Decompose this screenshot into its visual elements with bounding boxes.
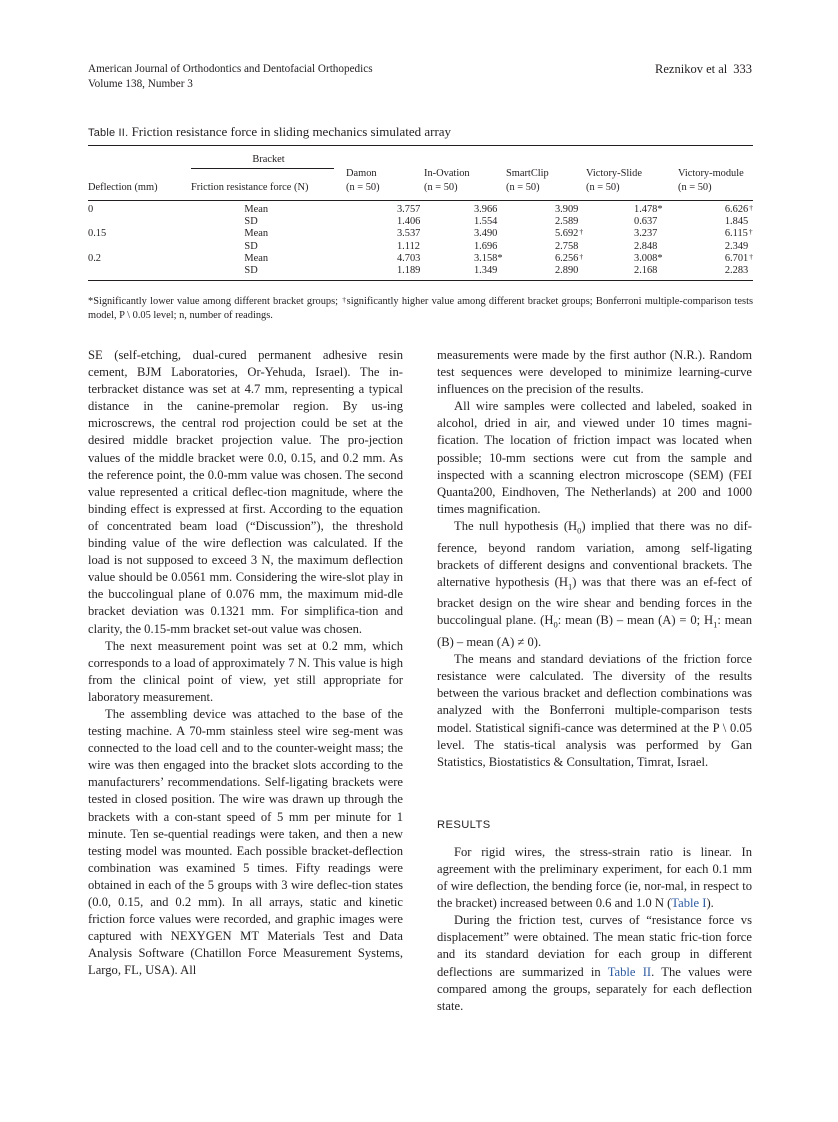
cell-value: 2.848 [634, 240, 658, 252]
cell-value: 1.554 [473, 216, 498, 228]
stat-cell: Mean [244, 204, 269, 215]
value-cell [474, 265, 555, 277]
deflection-cell: 0.2 [88, 252, 101, 264]
text-run: ). [706, 896, 714, 911]
paragraph: The means and standard deviations of the friction force resistance were calculated. The diversity of the results between the various bracket and deflection combinations was analyzed with the Bonferroni multiple-comparison tests model. Statistical signifi-cance was determined at the P \ 0.05 level. The statis-tical analysis was performed by Gan Statistics, Biostatistics & Consultation, Timrat, Israel. [437, 652, 752, 769]
subscript: 1 [713, 619, 718, 630]
text-run: During the friction test, curves of “resistance force vs displacement” were obtained. The mean static fric-tion force and its standard deviation for each group in different deflections are summarized in [437, 913, 752, 979]
cell-value: 6.626 [724, 204, 749, 215]
cell-value: 2.758 [554, 240, 579, 252]
value-cell [555, 216, 634, 228]
value-cell [397, 204, 474, 216]
value-cell [725, 253, 753, 265]
cell-value: 1.189 [396, 265, 421, 277]
paragraph: The next measurement point was set at 0.2 mm, which corresponds to a load of approximately 7 N. This value is high from the clinical point of view, yet still appropriate for laboratory measurement. [88, 638, 403, 704]
cell-value: 3.909 [554, 204, 579, 215]
paragraph: The assembling device was attached to the base of the testing machine. A 70-mm stainless steel wire seg-ment was connected to the load cell and to the counter-weight mass; the wire was then engaged into the bracket slots according to the manufacturers’ recommendations. Self-ligating brackets were tested in closed position. The wire was drawn up through the brackets with a con-stant speed of 5 mm per minute for 1 minute. Ten se-quential readings were taken, and then a new testing model was mounted. Each possible bracket-deflection combination was examined 5 times. Fifty readings were obtained in each of the 5 groups with 3 wire deflec-tion states (0.0, 0.15, and 0.2 mm). In all arrays, static and kinetic friction force values were recorded, and graphic images were captured with NEXYGEN MT Materials Test and Data Analysis Software (Chatillon Force Measurement Systems, Largo, FL, USA). All [88, 706, 403, 978]
cell-value: 6.115 [724, 228, 748, 240]
n-damon: (n = 50) [346, 181, 380, 193]
cell-value: 3.966 [473, 204, 498, 215]
col-head-victory-slide: Victory-Slide [586, 167, 642, 179]
friction-table [88, 145, 753, 281]
table-title: Friction resistance force in sliding mechanics simulated array [131, 124, 452, 139]
left-column [88, 347, 403, 979]
cell-value: 2.890 [554, 265, 579, 277]
table-label: Table II. [88, 127, 129, 139]
table-row [88, 265, 753, 277]
value-cell [397, 241, 474, 253]
cell-value: 6.701 [724, 252, 749, 264]
cell-value: 3.237 [634, 228, 658, 240]
cell-value: 1.845 [724, 216, 749, 228]
results-heading: RESULTS [437, 818, 491, 831]
table-row [88, 253, 753, 265]
significance-mark: † [579, 227, 584, 237]
table-caption [88, 124, 753, 140]
table-2-link[interactable]: Table II [607, 964, 652, 979]
results-paragraph-2 [437, 912, 752, 1015]
results-paragraph-1 [437, 844, 752, 912]
table-head-rule [88, 200, 753, 201]
value-cell [725, 241, 753, 253]
value-cell [555, 204, 634, 216]
value-cell [634, 241, 725, 253]
subscript: 0 [577, 525, 582, 536]
value-cell [634, 216, 725, 228]
value-cell [474, 228, 555, 240]
value-cell [397, 253, 474, 265]
subscript: 1 [567, 581, 573, 592]
text-run: ) was that there was an ef-fect of bracket design on the wire shear and bending forces in the buccolingual plane. (H [437, 574, 753, 628]
value-cell [555, 228, 634, 240]
value-cell [634, 265, 725, 277]
cell-value: 2.283 [724, 265, 749, 277]
page-header-right [655, 62, 752, 77]
text-run: For rigid wires, the stress-strain ratio is linear. In agreement with the preliminary experiment, for each 0.1 mm of wire deflection, the bending force (ie, nor-mal, in respect to the bracket) increased between 0.6 and 1.0 N ( [437, 844, 752, 911]
footnote-b: significantly higher value among different bracket groups; Bonferroni multiple-comparison tests model, P \ 0.05 level; n, number of readings. [88, 296, 754, 321]
text-run: ) implied that there was no dif-ference, beyond random variation, among self-ligating brackets of different designs and conventional brackets. The alternative hypothesis (H [437, 518, 752, 589]
col-head-force: Friction resistance force (N) [191, 181, 309, 193]
value-cell [555, 265, 634, 277]
paragraph: measurements were made by the first author (N.R.). Random test sequences were developed to minimize learning-curve influences on the precision of the results. [437, 348, 752, 397]
significance-mark: † [749, 203, 753, 212]
text-run: . The values were compared among the groups, separately for each deflection state. [437, 964, 752, 1013]
deflection-cell: 0.15 [88, 228, 107, 240]
cell-value: 2.349 [724, 240, 749, 252]
cell-value: 1.349 [473, 265, 498, 277]
value-cell [474, 216, 555, 228]
cell-value: 2.168 [634, 265, 658, 277]
table-row [88, 228, 753, 240]
significance-mark: † [748, 227, 753, 237]
table-bottom-rule [88, 280, 753, 281]
paragraph: All wire samples were collected and labeled, soaked in alcohol, dried in air, and viewed under 10 times magni-fication. The location of friction impact was located when possible; 10-mm sections were cut from the sample and inspected with a scanning electron microscope (SEM) (FEI Quanta200, Eindhoven, The Netherlands) at 200 and 1000 times magnification. [437, 399, 752, 516]
cell-value: 6.256 [554, 252, 579, 264]
n-victory-slide: (n = 50) [586, 181, 620, 193]
cell-value: 1.112 [396, 240, 420, 252]
value-cell [634, 204, 725, 216]
col-head-victory-module: Victory-module [678, 167, 744, 179]
table-row [88, 216, 753, 228]
col-head-inovation: In-Ovation [424, 167, 470, 179]
stat-cell: SD [244, 240, 258, 252]
cell-value: 5.692 [554, 228, 579, 240]
hypothesis-paragraph [437, 518, 752, 651]
value-cell [555, 241, 634, 253]
stat-cell: Mean [244, 252, 269, 264]
bracket-label: Bracket [252, 153, 285, 165]
cell-value: 2.589 [554, 216, 579, 228]
table-row [88, 204, 753, 216]
stat-cell: SD [244, 216, 258, 228]
value-cell [634, 253, 725, 265]
significance-mark: † [579, 251, 584, 261]
authors: Reznikov et al [655, 62, 728, 76]
table-row [88, 241, 753, 253]
journal-name: American Journal of Orthodontics and Dentofacial Orthopedics [88, 63, 373, 75]
cell-value: 3.757 [396, 204, 421, 215]
deflection-cell [88, 241, 189, 253]
table-head [88, 146, 753, 194]
table-footnote [88, 295, 753, 323]
text-run: : mean (B) – mean (A) = 0; H [557, 613, 714, 628]
table-1-link[interactable]: Table I [671, 896, 707, 911]
value-cell [474, 241, 555, 253]
journal-volume: Volume 138, Number 3 [88, 78, 193, 90]
cell-value: 1.406 [396, 216, 421, 228]
value-cell [397, 265, 474, 277]
footnote-dagger: † [342, 295, 347, 304]
value-cell [555, 253, 634, 265]
footnote-a: *Significantly lower value among different bracket groups; [88, 296, 342, 307]
page-number: 333 [733, 62, 752, 76]
running-header [88, 62, 373, 92]
significance-mark: † [749, 251, 753, 261]
text-run: : mean (B) – mean (A) ≠ 0). [437, 613, 752, 650]
col-head-deflection: Deflection (mm) [88, 181, 158, 193]
deflection-cell: 0 [88, 204, 94, 215]
col-head-damon: Damon [346, 167, 377, 179]
deflection-cell [88, 216, 189, 228]
cell-value: 3.537 [396, 228, 421, 240]
n-victory-module: (n = 50) [678, 181, 712, 193]
cell-value: 3.158* [473, 252, 503, 264]
cell-value: 1.696 [473, 240, 498, 252]
stat-cell: SD [244, 265, 258, 277]
text-run: The null hypothesis (H [454, 518, 578, 533]
n-inovation: (n = 50) [424, 181, 458, 193]
n-smartclip: (n = 50) [506, 181, 540, 193]
stat-cell: Mean [244, 228, 269, 240]
subscript: 0 [553, 619, 558, 630]
value-cell [634, 228, 725, 240]
value-cell [397, 216, 474, 228]
value-cell [725, 228, 753, 240]
value-cell [397, 228, 474, 240]
deflection-cell [88, 265, 189, 277]
cell-value: 3.490 [473, 228, 498, 240]
value-cell [725, 265, 753, 277]
right-column [437, 347, 752, 1015]
value-cell [725, 204, 753, 216]
col-head-smartclip: SmartClip [506, 167, 549, 179]
bracket-underline [191, 168, 334, 169]
paragraph: SE (self-etching, dual-cured permanent adhesive resin cement, BJM Laboratories, Or-Yehuda, Israel). The in-terbracket distance was set at 4.7 mm, representing a typical distance in the canine-premolar region. By us-ing microscrews, the central rod projection could be set at the desired middle bracket projection value. The pro-jection values of the middle bracket were 0.0, 0.15, and 0.2 mm. As the reference point, the 0.0-mm value was chosen. The second value represented a critical deflec-tion magnitude, where the binding effect is expressed at first. According to the equation of concentrated beam load (“Discussion”), the threshold binding value of the wire deflection was calculated. If the load is not supposed to exceed 3 N, the maximum deflection value should be 0.0561 mm. Considering the wire-slot play in the buccolingual plane of 0.076 mm, the maximum mid-dle bracket deviation was 0.1321 mm. For simplifica-tion and clarity, the 0.15-mm bracket set-out value was chosen. [88, 348, 403, 636]
table-body [88, 204, 753, 277]
cell-value: 0.637 [634, 216, 658, 228]
value-cell [474, 204, 555, 216]
cell-value: 3.008* [634, 252, 663, 264]
cell-value: 1.478* [634, 204, 663, 215]
value-cell [474, 253, 555, 265]
cell-value: 4.703 [396, 252, 421, 264]
bracket-label-cell [191, 146, 346, 166]
